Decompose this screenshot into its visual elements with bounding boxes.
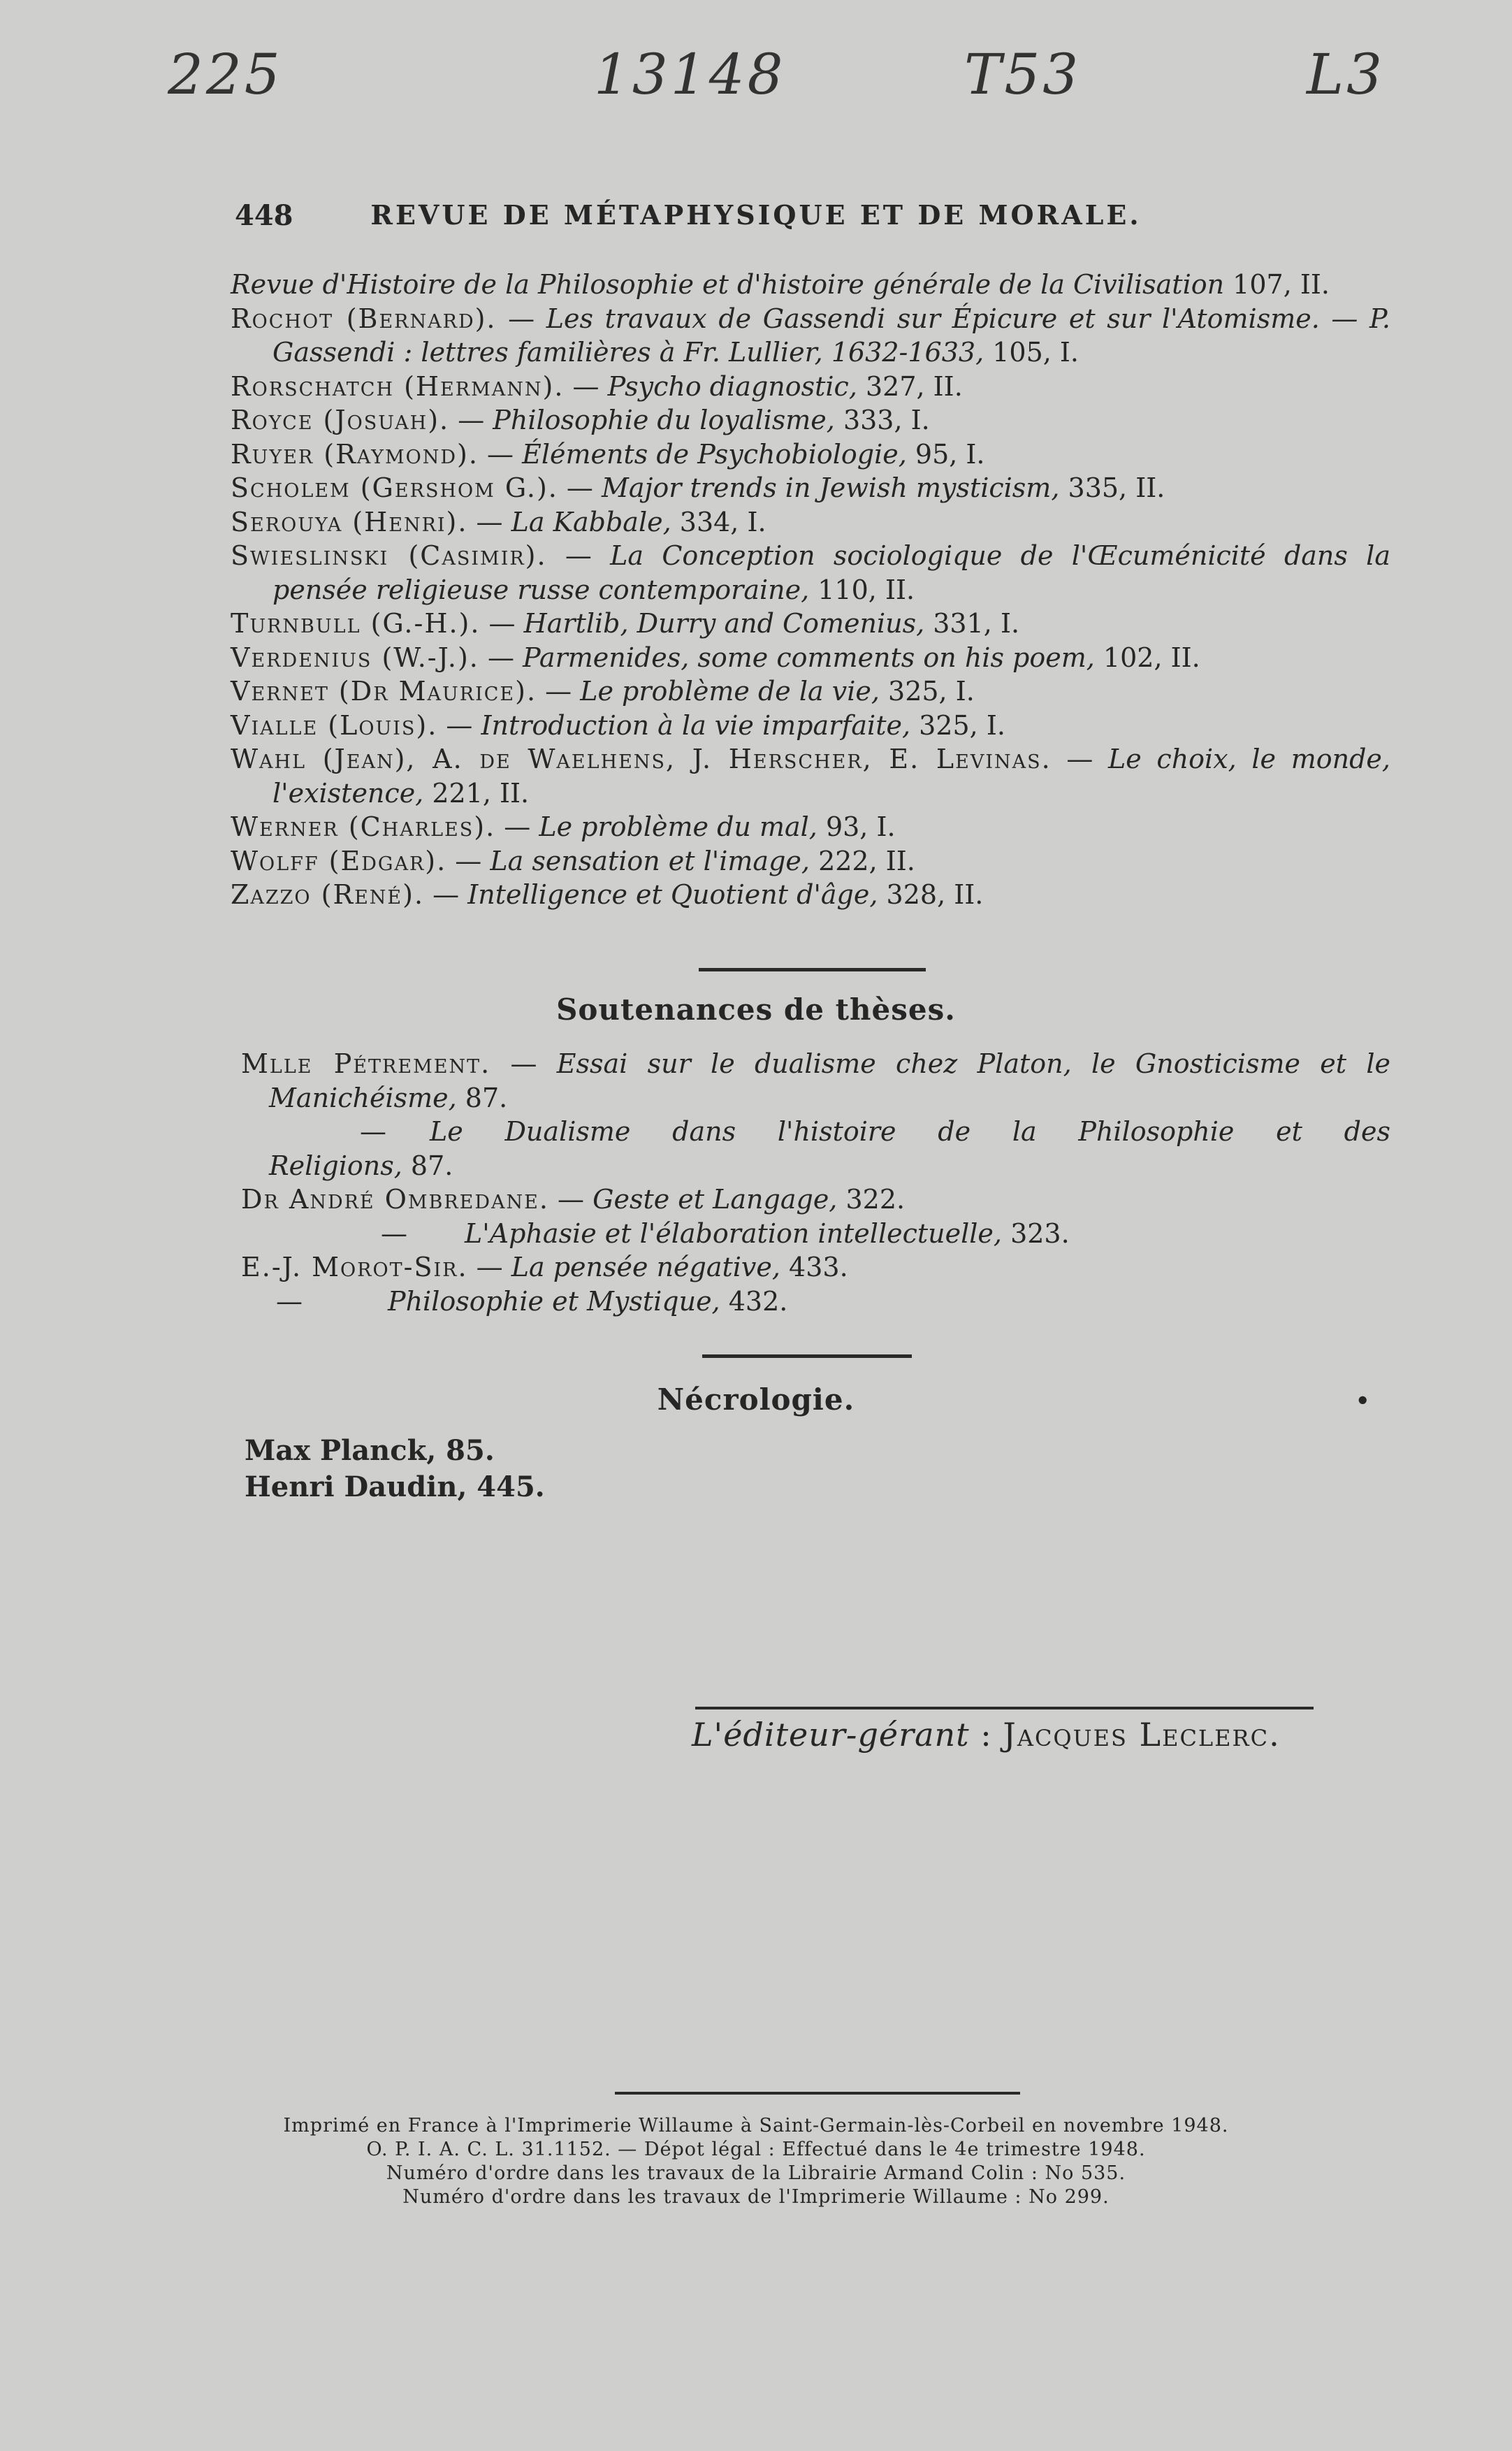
entry-author: Swieslinski (Casimir). bbox=[231, 540, 547, 571]
entry-title: Intelligence et Quotient d'âge, bbox=[467, 879, 878, 910]
thesis-line bbox=[241, 1047, 1390, 1081]
imprint-line: Numéro d'ordre dans les travaux de la Librairie Armand Colin : No 535. bbox=[386, 2162, 1126, 2184]
running-title: REVUE DE MÉTAPHYSIQUE ET DE MORALE. bbox=[370, 199, 1142, 231]
entry-title: Revue d'Histoire de la Philosophie et d'histoire générale de la Civilisation bbox=[231, 269, 1225, 300]
handwritten-note-2: 13148 bbox=[594, 42, 786, 107]
entry-title: Les travaux de Gassendi sur Épicure et sur l'Atomisme. — P. Gassendi : lettres familières à Fr. Lullier, 1632-1633, bbox=[272, 303, 1390, 368]
entry-separator: — bbox=[537, 676, 581, 707]
thesis-line bbox=[241, 1285, 1390, 1319]
editor-label: L'éditeur-gérant bbox=[692, 1716, 970, 1754]
handwritten-note-1: 225 bbox=[168, 42, 283, 107]
entry-author: Rochot (Bernard). bbox=[231, 303, 497, 334]
thesis-line bbox=[241, 1183, 1390, 1217]
entry-author: Vialle (Louis). bbox=[231, 709, 438, 741]
entry-reference: 105, I. bbox=[984, 337, 1080, 368]
entry-reference: 222, II. bbox=[809, 845, 915, 876]
entry-title: Le choix, le monde, l'existence, bbox=[272, 744, 1390, 809]
bibliography-entry bbox=[231, 438, 1390, 472]
entry-title: Philosophie du loyalisme, bbox=[493, 405, 835, 435]
thesis-line bbox=[241, 1149, 1390, 1183]
section-divider-rule bbox=[702, 1354, 912, 1358]
bibliography-entry bbox=[231, 878, 1390, 912]
imprint-divider-rule bbox=[615, 2092, 1020, 2095]
necrology-item: Max Planck, 85. bbox=[245, 1434, 495, 1467]
entry-title: Parmenides, some comments on his poem, bbox=[523, 642, 1095, 673]
thesis-line bbox=[241, 1250, 1390, 1285]
editor-colon: : bbox=[969, 1716, 1003, 1754]
thesis-title: Essai sur le dualisme chez Platon, le Gnosticisme et le bbox=[556, 1048, 1390, 1079]
entry-reference: 327, II. bbox=[857, 370, 963, 402]
ditto-dash: — bbox=[360, 1116, 386, 1147]
entry-author: Scholem (Gershom G.). bbox=[231, 472, 558, 503]
entry-title: Éléments de Psychobiologie, bbox=[522, 438, 907, 470]
entry-reference: 325, I. bbox=[879, 676, 975, 707]
handwritten-note-3: T53 bbox=[964, 42, 1082, 107]
entry-separator: — bbox=[1051, 744, 1109, 774]
editor-divider-rule bbox=[695, 1707, 1314, 1709]
thesis-reference: 432. bbox=[720, 1285, 788, 1317]
entry-author: Vernet (Dr Maurice). bbox=[231, 676, 537, 707]
entry-separator: — bbox=[424, 879, 468, 910]
entry-reference: 93, I. bbox=[817, 811, 896, 842]
bibliography-entry bbox=[231, 471, 1390, 505]
thesis-title: Religions, bbox=[269, 1150, 402, 1181]
thesis-author: Dr André Ombredane. bbox=[241, 1184, 549, 1215]
entry-reference: 328, II. bbox=[878, 879, 984, 910]
entry-separator: — bbox=[478, 438, 523, 470]
imprint-block bbox=[0, 2114, 1512, 2209]
thesis-line bbox=[241, 1217, 1390, 1251]
entry-title: La sensation et l'image, bbox=[490, 845, 810, 876]
thesis-reference: 322. bbox=[837, 1184, 906, 1215]
thesis-author: Mlle Pétrement. bbox=[241, 1048, 491, 1079]
entry-title: La Conception sociologique de l'Œcuménicité dans la pensée religieuse russe contemporaine, bbox=[272, 540, 1390, 605]
bibliography-entry bbox=[231, 403, 1390, 438]
entry-separator: — bbox=[437, 709, 481, 741]
thesis-reference: 87. bbox=[456, 1082, 508, 1113]
entry-reference: 333, I. bbox=[834, 405, 930, 435]
entry-separator: — bbox=[558, 472, 602, 503]
editor-line bbox=[692, 1716, 1281, 1754]
entry-title: Le problème de la vie, bbox=[580, 676, 880, 707]
thesis-line bbox=[241, 1115, 1390, 1149]
entry-reference: 102, II. bbox=[1094, 642, 1200, 673]
entry-title: Psycho diagnostic, bbox=[607, 370, 857, 402]
bibliography-entry bbox=[231, 505, 1390, 540]
entry-author: Turnbull (G.-H.). bbox=[231, 608, 481, 639]
thesis-reference: 323. bbox=[1001, 1217, 1070, 1249]
entry-reference: 331, I. bbox=[924, 608, 1020, 639]
imprint-line: O. P. I. A. C. L. 31.1152. — Dépot légal : Effectué dans le 4e trimestre 1948. bbox=[366, 2139, 1146, 2160]
imprint-line: Numéro d'ordre dans les travaux de l'Imprimerie Willaume : No 299. bbox=[402, 2186, 1110, 2208]
entry-author: Zazzo (René). bbox=[231, 879, 425, 910]
thesis-separator: — bbox=[490, 1048, 557, 1079]
entry-separator: — bbox=[467, 506, 511, 537]
thesis-title: Le Dualisme dans l'histoire de la Philosophie et des bbox=[430, 1116, 1390, 1147]
margin-mark: • bbox=[1355, 1387, 1370, 1414]
entry-title: Le problème du mal, bbox=[539, 811, 817, 842]
bibliography-entry bbox=[231, 709, 1390, 743]
entry-separator: — bbox=[446, 845, 490, 876]
bibliography-entry bbox=[231, 302, 1390, 370]
theses-heading: Soutenances de thèses. bbox=[556, 992, 956, 1027]
ditto-dash: — bbox=[381, 1217, 407, 1249]
bibliography-entry bbox=[231, 641, 1390, 675]
necrology-item: Henri Daudin, 445. bbox=[245, 1470, 545, 1503]
thesis-line bbox=[241, 1081, 1390, 1115]
entry-author: Wolff (Edgar). bbox=[231, 845, 447, 876]
thesis-title: La pensée négative, bbox=[511, 1252, 780, 1282]
thesis-reference: 87. bbox=[402, 1150, 453, 1181]
entry-author: Verdenius (W.-J.). bbox=[231, 642, 479, 673]
entry-reference: 110, II. bbox=[809, 574, 915, 605]
entry-title: La Kabbale, bbox=[511, 506, 671, 537]
entry-reference: 107, II. bbox=[1224, 269, 1330, 300]
entry-author: Rorschatch (Hermann). bbox=[231, 370, 565, 402]
entry-separator: — bbox=[546, 540, 611, 571]
bibliography-entry bbox=[231, 607, 1390, 641]
bibliography-entry bbox=[231, 674, 1390, 709]
bibliography-entry bbox=[231, 742, 1390, 810]
section-divider-rule bbox=[699, 968, 926, 971]
entry-title: Major trends in Jewish mysticism, bbox=[602, 472, 1060, 503]
necrology-heading: Nécrologie. bbox=[657, 1382, 855, 1417]
bibliography-entry bbox=[231, 268, 1390, 302]
thesis-separator: — bbox=[467, 1252, 511, 1282]
ditto-dash: — bbox=[276, 1285, 303, 1317]
thesis-title: L'Aphasie et l'élaboration intellectuelle, bbox=[465, 1217, 1002, 1249]
editor-name: Jacques Leclerc. bbox=[1003, 1716, 1281, 1754]
entry-reference: 325, I. bbox=[910, 709, 1005, 741]
imprint-line: Imprimé en France à l'Imprimerie Willaume à Saint-Germain-lès-Corbeil en novembre 1948. bbox=[283, 2115, 1229, 2137]
entry-author: Wahl (Jean), A. de Waelhens, J. Herscher, E. Levinas. bbox=[231, 744, 1052, 774]
entry-title: Hartlib, Durry and Comenius, bbox=[523, 608, 925, 639]
thesis-title: Philosophie et Mystique, bbox=[388, 1285, 720, 1317]
bibliography-entry bbox=[231, 844, 1390, 879]
handwritten-note-4: L3 bbox=[1307, 42, 1386, 107]
bibliography-entry bbox=[231, 539, 1390, 607]
entry-reference: 221, II. bbox=[423, 777, 530, 809]
entry-reference: 335, II. bbox=[1059, 472, 1165, 503]
entry-author: Serouya (Henri). bbox=[231, 506, 468, 537]
thesis-reference: 433. bbox=[780, 1252, 848, 1282]
page-number: 448 bbox=[235, 199, 293, 232]
entry-separator: — bbox=[496, 303, 546, 334]
thesis-separator: — bbox=[548, 1184, 593, 1215]
entry-separator: — bbox=[479, 642, 523, 673]
bibliography-list bbox=[231, 268, 1390, 912]
entry-author: Ruyer (Raymond). bbox=[231, 438, 479, 470]
bibliography-entry bbox=[231, 810, 1390, 844]
entry-separator: — bbox=[495, 811, 539, 842]
thesis-author: E.-J. Morot-Sir. bbox=[241, 1252, 468, 1282]
theses-list bbox=[241, 1047, 1390, 1318]
entry-separator: — bbox=[480, 608, 524, 639]
thesis-title: Manichéisme, bbox=[269, 1082, 457, 1113]
thesis-title: Geste et Langage, bbox=[593, 1184, 838, 1215]
entry-reference: 95, I. bbox=[906, 438, 985, 470]
entry-separator: — bbox=[564, 370, 608, 402]
bibliography-entry bbox=[231, 370, 1390, 404]
entry-title: Introduction à la vie imparfaite, bbox=[481, 709, 911, 741]
necrology-list bbox=[245, 1433, 545, 1505]
entry-author: Werner (Charles). bbox=[231, 811, 496, 842]
entry-separator: — bbox=[449, 405, 493, 435]
entry-reference: 334, I. bbox=[671, 506, 766, 537]
entry-author: Royce (Josuah). bbox=[231, 405, 450, 435]
